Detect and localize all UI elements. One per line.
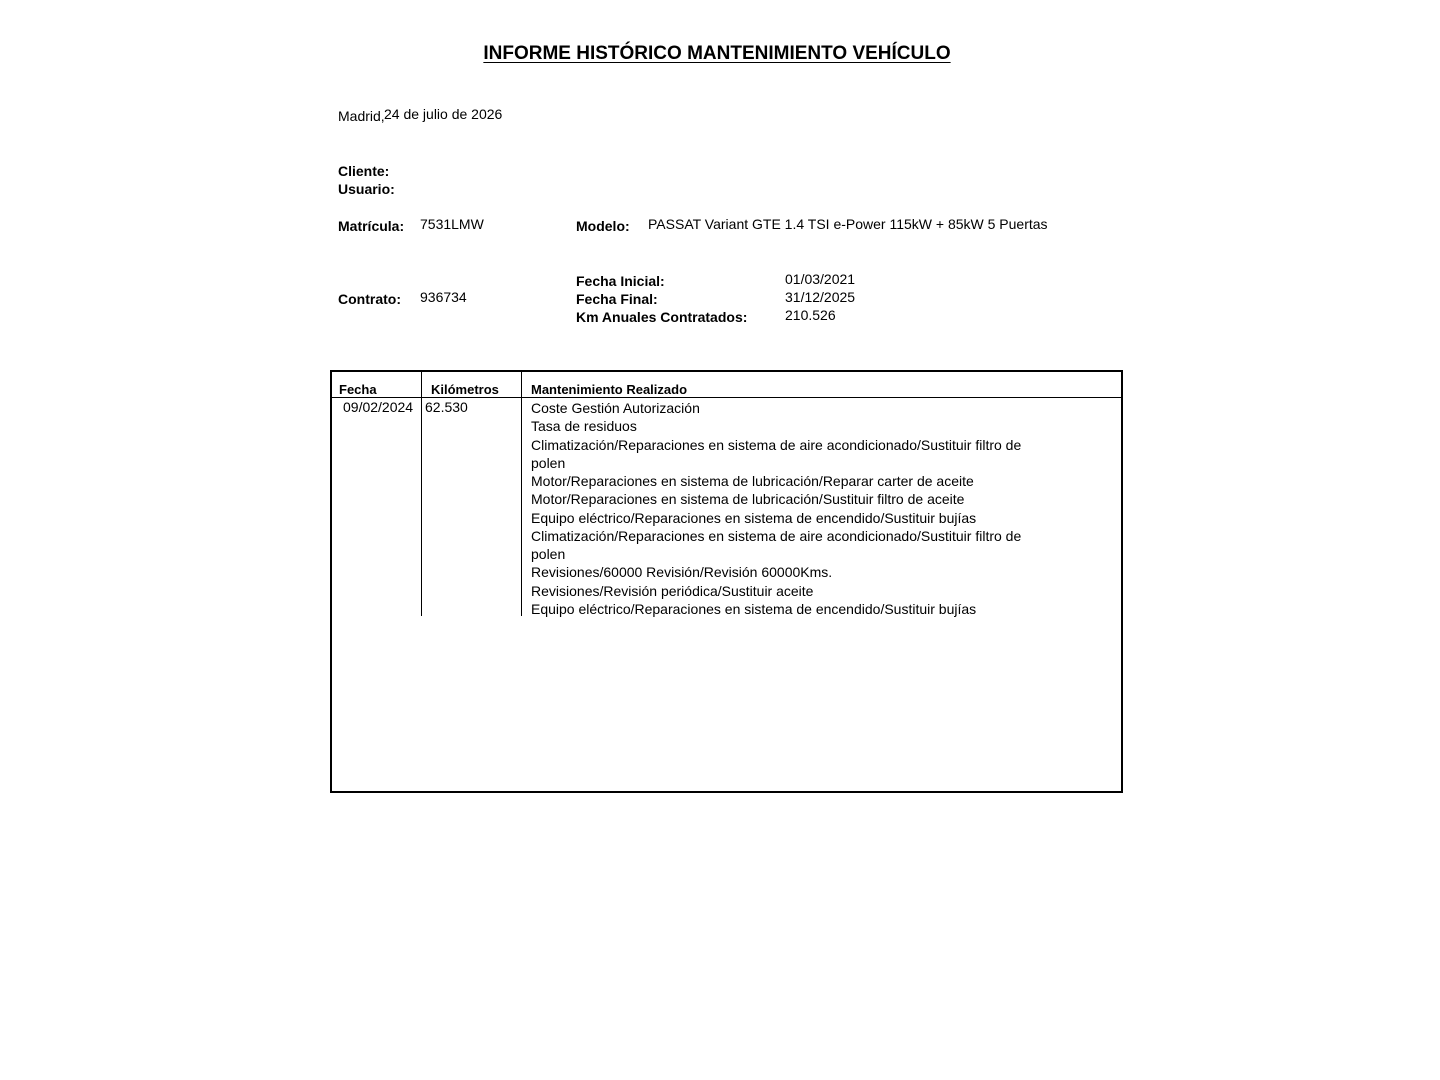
report-city: Madrid, <box>338 108 385 124</box>
matricula-label: Matrícula: <box>338 218 405 234</box>
report-title: INFORME HISTÓRICO MANTENIMIENTO VEHÍCULO <box>483 43 951 64</box>
km-anuales-value: 210.526 <box>785 307 836 323</box>
list-item: Climatización/Reparaciones en sistema de aire acondicionado/Sustituir filtro de <box>531 527 1022 544</box>
modelo-label: Modelo: <box>576 218 630 234</box>
table-header-divider <box>332 397 1121 398</box>
list-item: polen <box>531 454 566 471</box>
matricula-value: 7531LMW <box>420 216 484 232</box>
list-item: polen <box>531 546 566 562</box>
usuario-label: Usuario: <box>338 181 395 197</box>
row-fecha: 09/02/2024 <box>343 399 414 415</box>
maintenance-items-list <box>531 399 1031 618</box>
fecha-inicial-label: Fecha Inicial: <box>576 273 665 289</box>
fecha-final-label: Fecha Final: <box>576 291 658 307</box>
column-divider-fecha <box>421 372 422 616</box>
list-item: Motor/Reparaciones en sistema de lubricación/Sustituir filtro de aceite <box>531 491 965 508</box>
header-fecha: Fecha <box>339 382 377 397</box>
list-item: Climatización/Reparaciones en sistema de aire acondicionado/Sustituir filtro de <box>531 436 1022 453</box>
list-item: Motor/Reparaciones en sistema de lubricación/Reparar carter de aceite <box>531 473 974 489</box>
header-mantenimiento: Mantenimiento Realizado <box>531 382 688 397</box>
cliente-label: Cliente: <box>338 163 390 179</box>
km-anuales-label: Km Anuales Contratados: <box>576 309 748 325</box>
column-divider-km <box>521 372 522 616</box>
list-item: Equipo eléctrico/Reparaciones en sistema de encendido/Sustituir bujías <box>531 509 977 526</box>
contrato-label: Contrato: <box>338 291 401 307</box>
contrato-value: 936734 <box>420 289 467 305</box>
report-date: 24 de julio de 2026 <box>384 106 503 122</box>
fecha-inicial-value: 01/03/2021 <box>785 271 856 287</box>
fecha-final-value: 31/12/2025 <box>785 289 856 305</box>
list-item: Revisiones/60000 Revisión/Revisión 60000Kms. <box>531 564 833 581</box>
maintenance-table <box>330 370 1123 793</box>
list-item: Equipo eléctrico/Reparaciones en sistema de encendido/Sustituir bujías <box>531 600 977 617</box>
modelo-value: PASSAT Variant GTE 1.4 TSI e-Power 115kW + 85kW 5 Puertas <box>648 216 1048 232</box>
header-kilometros: Kilómetros <box>431 382 499 397</box>
list-item: Coste Gestión Autorización <box>531 400 700 416</box>
list-item: Revisiones/Revisión periódica/Sustituir aceite <box>531 582 814 599</box>
list-item: Tasa de residuos <box>531 418 637 435</box>
row-kilometros: 62.530 <box>425 399 468 415</box>
